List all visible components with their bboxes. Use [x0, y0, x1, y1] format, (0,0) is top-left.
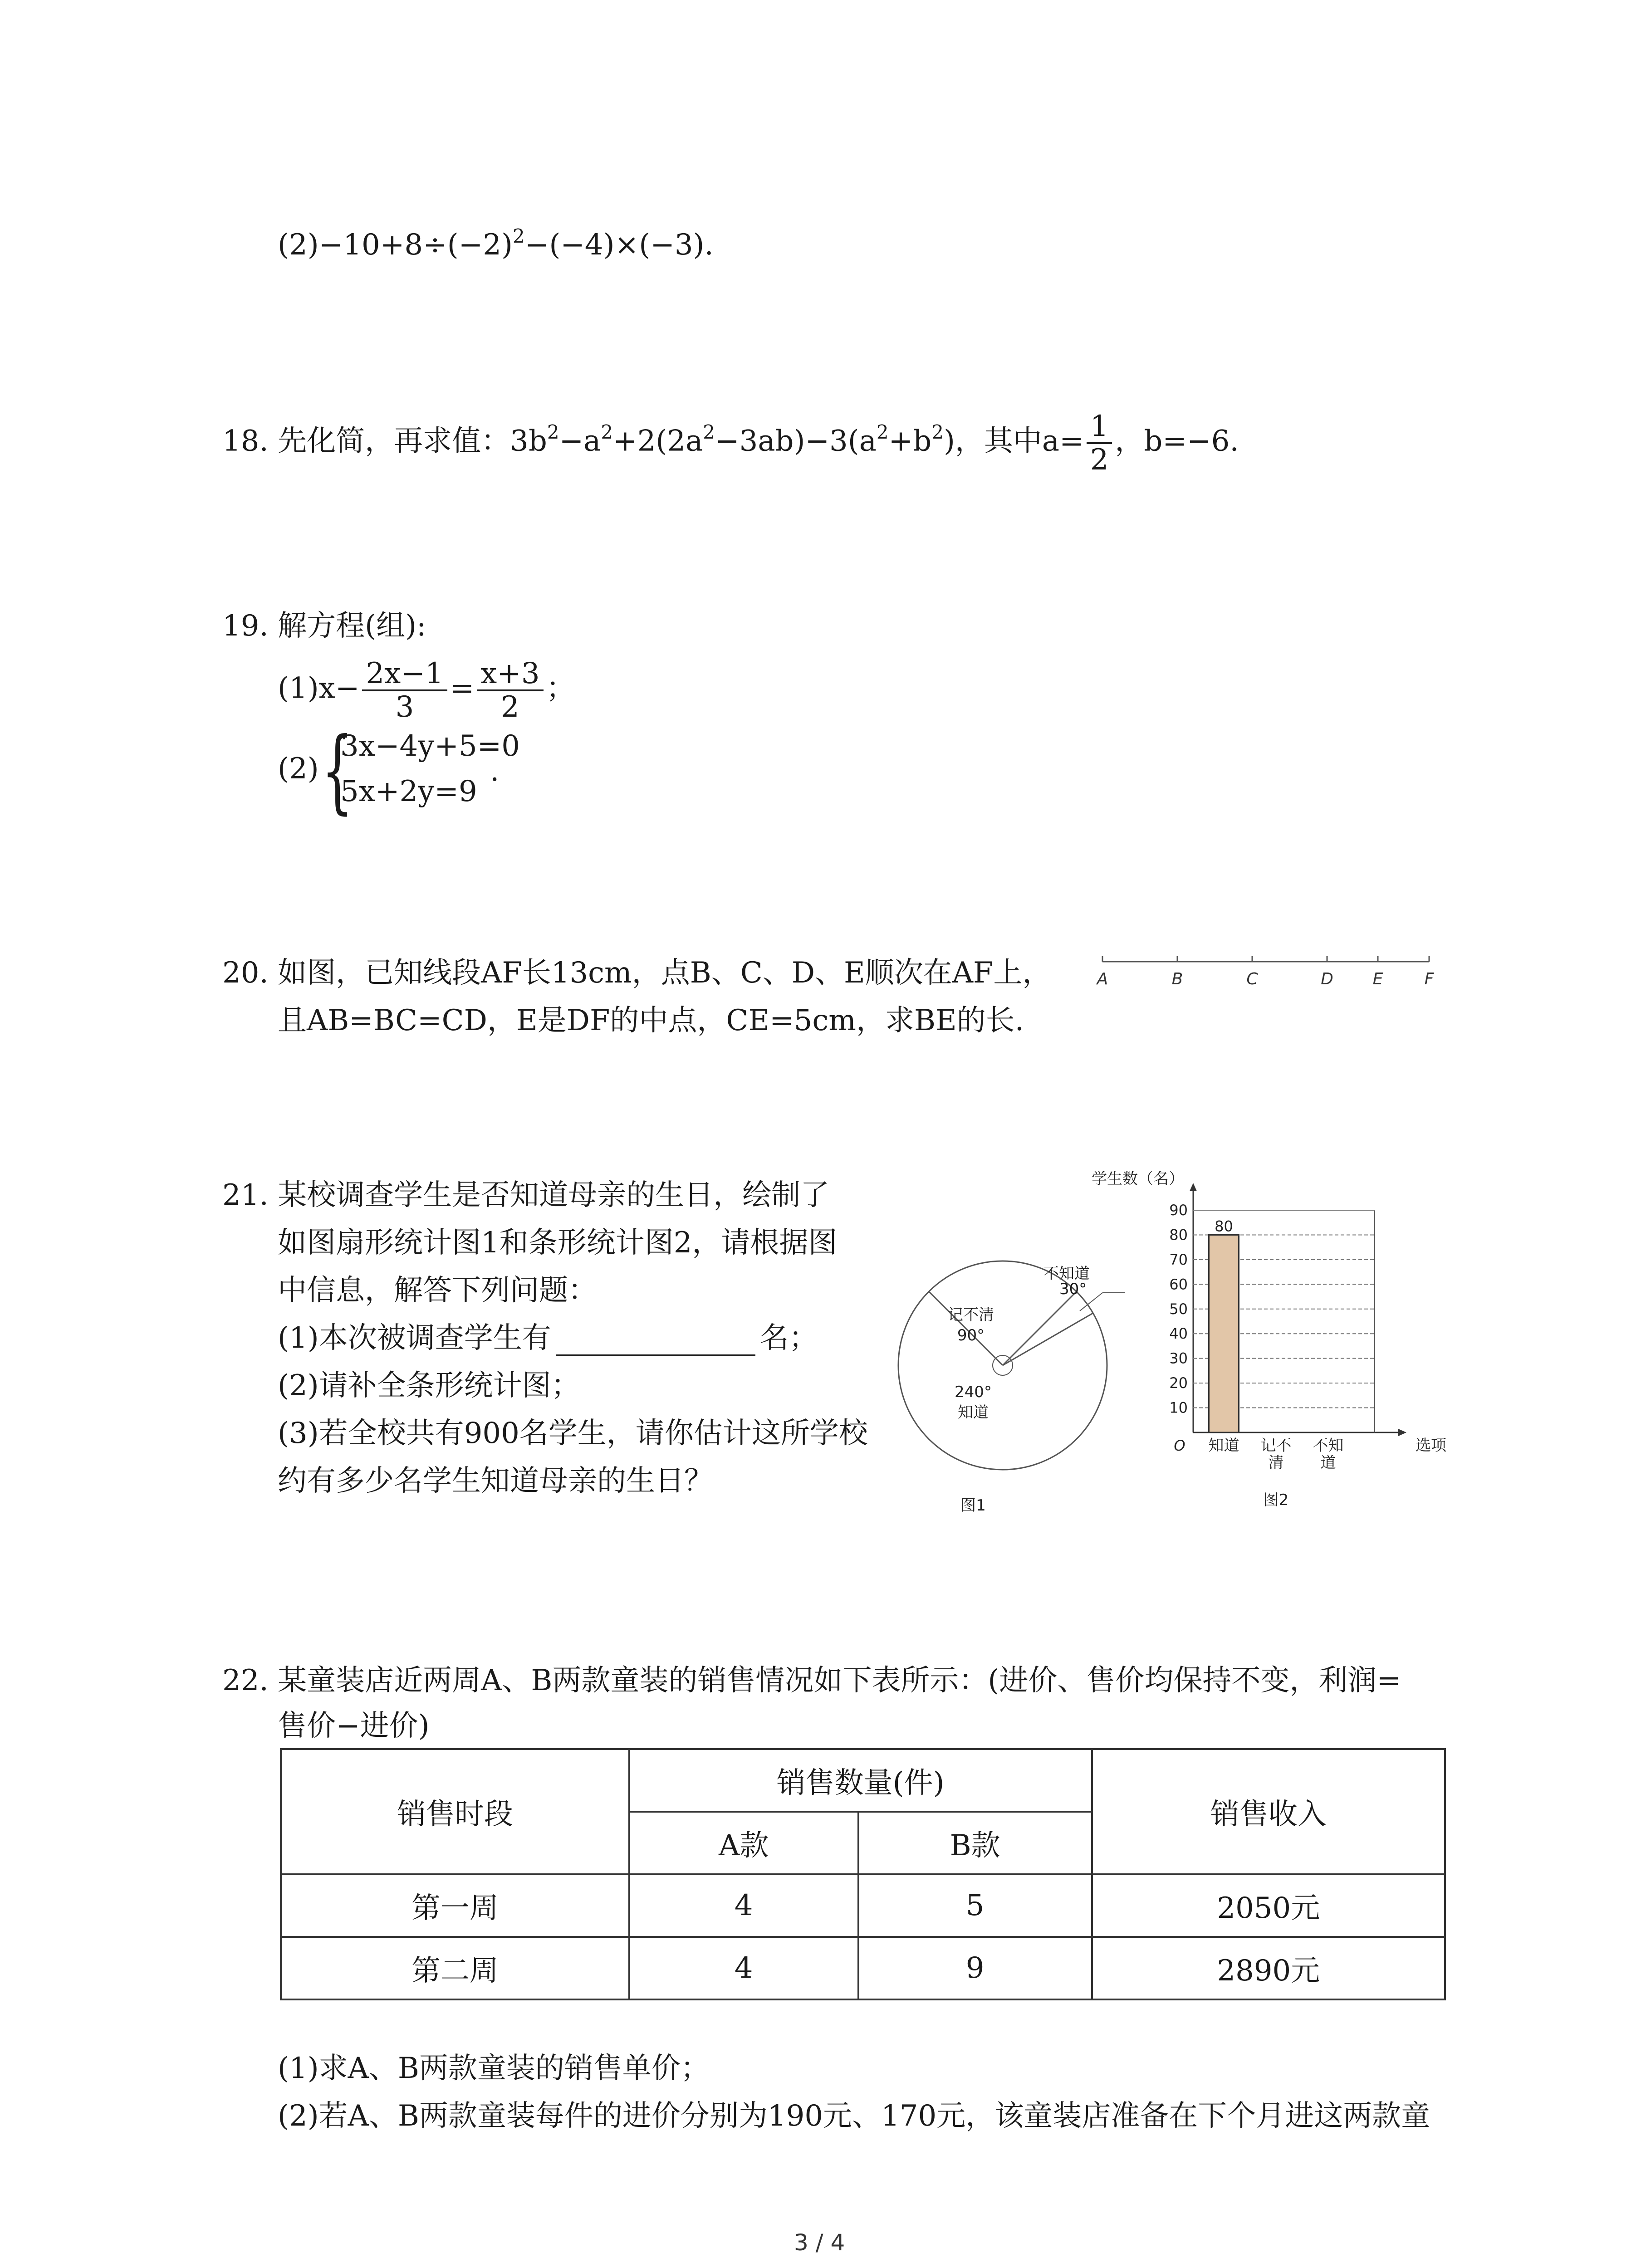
q19-brace: { — [321, 718, 353, 824]
origin-label: O — [1174, 1437, 1185, 1454]
q20-line2: 且AB=BC=CD，E是DF的中点，CE=5cm，求BE的长. — [278, 1004, 1024, 1037]
q19-eq2: 5x+2y=9 — [340, 775, 477, 808]
segment-diagram — [1089, 948, 1452, 998]
y-tick-label: 80 — [1169, 1226, 1188, 1244]
point-label-e: E — [1372, 970, 1383, 988]
q19-frac1: $\frac{2x-1}{3}$ — [362, 658, 447, 723]
q19-title: 19. 解方程(组): — [222, 609, 426, 643]
bar-chart — [1075, 1170, 1446, 1520]
x-tick-label: 不知 — [1313, 1437, 1344, 1455]
th-income: 销售收入 — [1092, 1749, 1445, 1874]
q17-part2: $(2)-10+8\div(-2)^2-(-4)\times(-3)$. — [278, 225, 714, 262]
point-label-f: F — [1424, 970, 1434, 988]
point-label-d: D — [1321, 970, 1333, 988]
q21-part3b: 约有多少名学生知道母亲的生日？ — [278, 1464, 713, 1498]
q19-part1: (1)x− $\frac{2x-1}{3}$ = $\frac{x+3}{2}$ ； — [278, 657, 575, 724]
pie-label-unclear: 记不清 — [948, 1306, 994, 1324]
pie-label-dontknow: 不知道 — [1043, 1265, 1090, 1283]
th-qty: 销售数量(件) — [629, 1749, 1092, 1812]
y-tick-label: 10 — [1169, 1399, 1188, 1417]
q19-frac2: $\frac{x+3}{2}$ — [477, 658, 543, 723]
x-tick-label: 知道 — [1208, 1437, 1239, 1455]
pie-deg-dontknow: 30° — [1059, 1280, 1087, 1298]
q18-fraction: $\frac{1}{2}$ — [1087, 411, 1112, 476]
q19-eq1: 3x−4y+5=0 — [340, 729, 520, 763]
pie-deg-unclear: 90° — [957, 1326, 985, 1344]
q19-part2-label: (2) — [278, 752, 319, 786]
point-label-b: B — [1171, 970, 1183, 988]
q21-line2: 如图扇形统计图1和条形统计图2，请根据图 — [278, 1226, 838, 1260]
x-axis-title: 选项 — [1416, 1437, 1446, 1455]
th-period: 销售时段 — [281, 1749, 629, 1874]
y-tick-label: 40 — [1169, 1325, 1188, 1343]
page-number: 3 / 4 — [794, 2229, 845, 2256]
q20-line1: 20. 如图，已知线段AF长13cm，点B、C、D、E顺次在AF上， — [222, 956, 1052, 990]
bar — [1209, 1235, 1239, 1432]
x-tick-label: 记不 — [1260, 1437, 1292, 1455]
answer-blank[interactable] — [556, 1327, 755, 1356]
x-tick-label: 清 — [1268, 1454, 1284, 1472]
q21-part1: (1)本次被调查学生有 名； — [278, 1320, 818, 1356]
pie-label-know: 知道 — [958, 1403, 989, 1422]
table-row: 第二周 4 9 2890元 — [281, 1937, 1445, 1999]
table-row: 第一周 4 5 2050元 — [281, 1874, 1445, 1937]
q22-line2: 售价−进价) — [278, 1709, 430, 1743]
th-b: B款 — [858, 1812, 1092, 1874]
q21-part3a: (3)若全校共有900名学生，请你估计这所学校 — [278, 1417, 868, 1450]
y-axis-arrow — [1190, 1183, 1197, 1191]
y-tick-label: 30 — [1169, 1349, 1188, 1367]
q21-part2: (2)请补全条形统计图； — [278, 1369, 580, 1403]
q19-eq-end: . — [490, 754, 500, 788]
q21-line1: 21. 某校调查学生是否知道母亲的生日，绘制了 — [222, 1178, 830, 1212]
q21-line3: 中信息，解答下列问题： — [278, 1274, 597, 1307]
q22-part1: (1)求A、B两款童装的销售单价； — [278, 2052, 710, 2085]
y-tick-label: 90 — [1169, 1202, 1188, 1219]
bar-value-label: 80 — [1215, 1217, 1233, 1235]
th-a: A款 — [629, 1812, 858, 1874]
sales-table — [280, 1748, 1446, 2000]
pie-caption: 图1 — [960, 1496, 986, 1515]
y-axis-title: 学生数（名） — [1092, 1170, 1184, 1188]
bar-caption: 图2 — [1263, 1491, 1289, 1509]
x-axis-arrow — [1398, 1429, 1406, 1436]
point-label-a: A — [1097, 970, 1108, 988]
y-tick-label: 60 — [1169, 1276, 1188, 1293]
x-tick-label: 道 — [1320, 1454, 1336, 1472]
y-tick-label: 50 — [1169, 1300, 1188, 1318]
q18-number: 18. — [222, 424, 269, 458]
q22-part2: (2)若A、B两款童装每件的进价分别为190元、170元，该童装店准备在下个月进这两款童 — [278, 2099, 1430, 2133]
point-label-c: C — [1246, 970, 1258, 988]
q18: 18. 先化简，再求值：$3b^2-a^2+2(2a^2-3ab)-3(a^2+b^2)$，其中a= $\frac{1}{2}$ ，b=−6. — [222, 410, 1239, 477]
pie-deg-know: 240° — [955, 1383, 992, 1401]
q22-line1: 22. 某童装店近两周A、B两款童装的销售情况如下表所示：(进价、售价均保持不变，利润= — [222, 1664, 1401, 1697]
y-tick-label: 70 — [1169, 1251, 1188, 1268]
y-tick-label: 20 — [1169, 1374, 1188, 1392]
